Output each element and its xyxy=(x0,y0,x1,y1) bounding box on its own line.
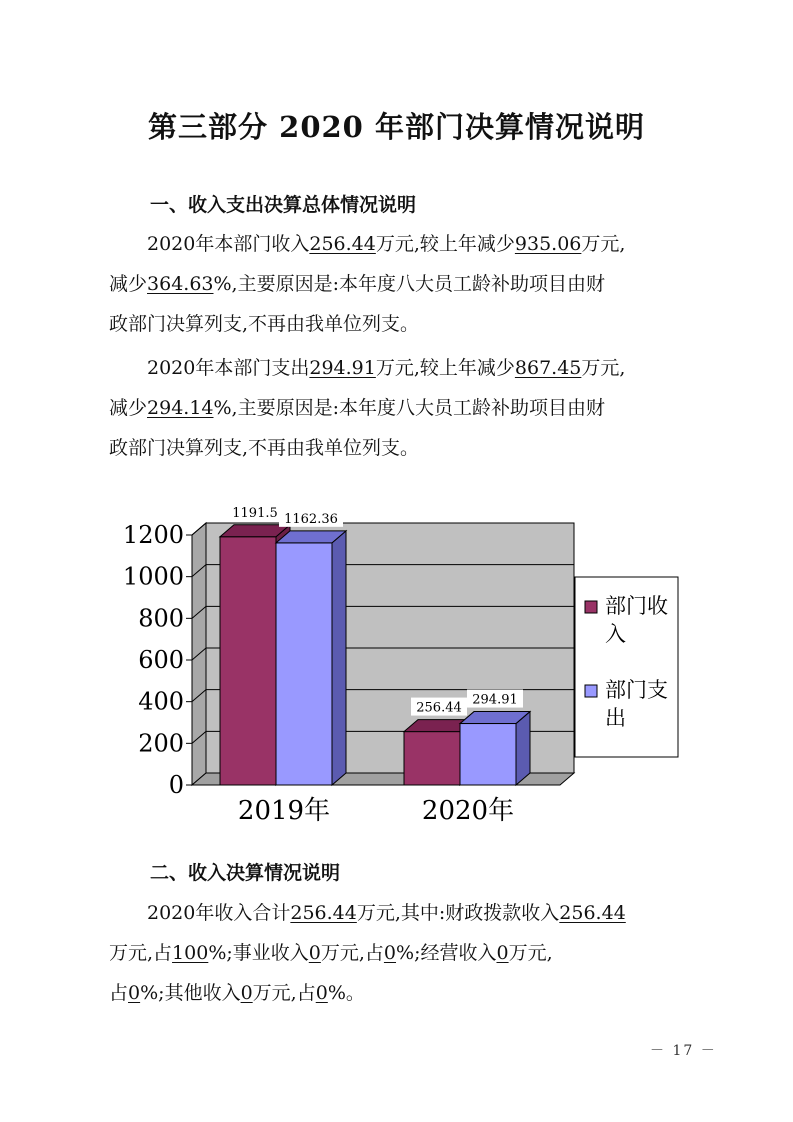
y-tick-label: 600 xyxy=(138,646,184,674)
data-label: 1162.36 xyxy=(284,511,338,527)
legend-label-line1: 部门支 xyxy=(605,678,668,702)
data-label: 256.44 xyxy=(416,700,462,716)
bar xyxy=(460,724,516,785)
page-number: － 17 － xyxy=(650,1043,717,1059)
y-tick-label: 800 xyxy=(138,604,184,633)
paragraph-expense-summary: 2020年本部门支出294.91万元,较上年减少867.45万元, 减少294.14%,主要原因是:本年度八大员工龄补助项目由财 政部门决算列支,不再由我单位列支。 xyxy=(109,357,626,459)
y-tick-label: 1000 xyxy=(122,562,184,591)
section-heading-2: 二、收入决算情况说明 xyxy=(150,862,341,884)
bar-side xyxy=(332,531,346,785)
legend-label-line1: 部门收 xyxy=(605,594,668,618)
x-tick-label: 2020年 xyxy=(421,796,515,826)
page-title: 第三部分 2020 年部门决算情况说明 xyxy=(148,110,645,144)
y-tick-label: 1200 xyxy=(122,521,184,549)
bar xyxy=(404,732,460,785)
legend-label-line2: 入 xyxy=(605,622,626,646)
income-expense-bar-chart xyxy=(120,505,700,835)
legend-swatch xyxy=(585,685,597,697)
y-tick-label: 400 xyxy=(138,687,184,716)
data-label: 294.91 xyxy=(472,692,518,708)
bar-side xyxy=(516,712,530,785)
paragraph-income-summary: 2020年本部门收入256.44万元,较上年减少935.06万元, 减少364.63%,主要原因是:本年度八大员工龄补助项目由财 政部门决算列支,不再由我单位列支。 xyxy=(109,233,626,335)
y-tick-label: 200 xyxy=(138,729,184,758)
legend-label-line2: 出 xyxy=(605,706,626,730)
paragraph-income-detail: 2020年收入合计256.44万元,其中:财政拨款收入256.44 万元,占100%;事业收入0万元,占0%;经营收入0万元, 占0%;其他收入0万元,占0%。 xyxy=(109,902,626,1004)
bar xyxy=(220,537,276,785)
bar xyxy=(276,543,332,785)
section-heading-1: 一、收入支出决算总体情况说明 xyxy=(150,194,417,216)
data-label: 1191.5 xyxy=(232,505,278,521)
x-tick-label: 2019年 xyxy=(237,796,331,826)
legend-swatch xyxy=(585,601,597,613)
y-tick-label: 0 xyxy=(168,771,184,799)
